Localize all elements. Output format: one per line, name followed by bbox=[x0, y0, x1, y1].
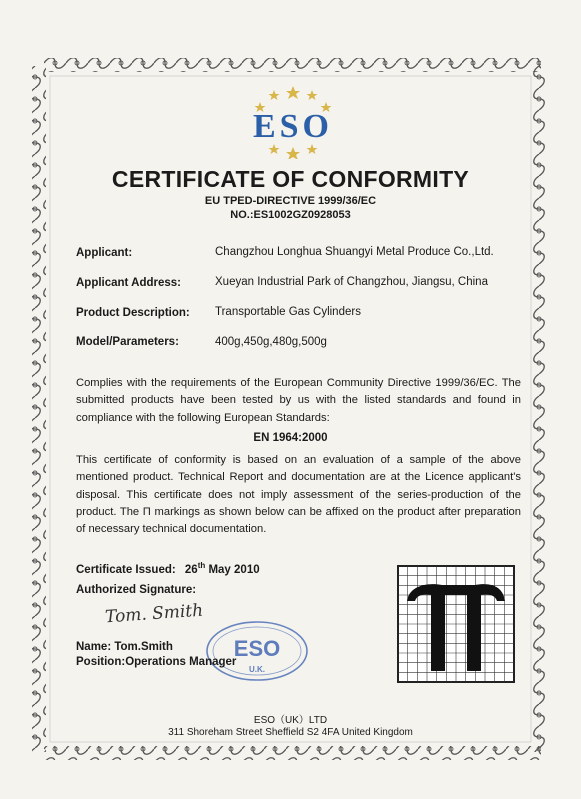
issued-month-year: May 2010 bbox=[205, 563, 260, 576]
applicant-label: Applicant: bbox=[76, 247, 133, 259]
issued-day-suffix: th bbox=[197, 561, 206, 570]
eso-logo bbox=[236, 84, 351, 159]
product-description-label: Product Description: bbox=[76, 307, 190, 319]
footer-company: ESO（UK）LTD bbox=[253, 715, 328, 726]
footer-address: 311 Shoreham Street Sheffield S2 4FA United Kingdom bbox=[168, 727, 413, 738]
issued-day: 26 bbox=[184, 563, 198, 576]
applicant-address-value: Xueyan Industrial Park of Changzhou, Jiangsu, China bbox=[215, 276, 488, 288]
issued-label: Certificate Issued: bbox=[76, 563, 176, 576]
directive-line: EU TPED-DIRECTIVE 1999/36/EC bbox=[204, 195, 377, 207]
product-description-value: Transportable Gas Cylinders bbox=[215, 306, 361, 318]
basis-paragraph: This certificate of conformity is based on an evaluation of a sample of the above mentioned product. Technical Report and documentation are at the Licence applicant's disposal. This certificate does not imply assessment of the series-production of the product. The Π markings as shown below can be affixed on the product after preparation of necessary technical documentation. bbox=[76, 454, 521, 536]
svg-text:ESO: ESO bbox=[233, 636, 281, 661]
eso-uk-stamp bbox=[205, 620, 310, 682]
applicant-value: Changzhou Longhua Shuangyi Metal Produce Co.,Ltd. bbox=[215, 246, 494, 258]
pi-marking-icon bbox=[397, 565, 515, 683]
svg-text:U.K.: U.K. bbox=[249, 665, 265, 674]
signatory-position: Position:Operations Manager bbox=[76, 656, 237, 668]
applicant-address-label: Applicant Address: bbox=[76, 277, 182, 289]
certificate-title: CERTIFICATE OF CONFORMITY bbox=[111, 166, 470, 192]
certificate-issued bbox=[76, 561, 260, 576]
compliance-paragraph: Complies with the requirements of the European Community Directive 1999/36/EC. The submitted products have been tested by us with the listed standards and found in compliance with the following European Standards: bbox=[76, 377, 521, 424]
svg-text:ESO: ESO bbox=[252, 108, 334, 145]
authorized-signature-label: Authorized Signature: bbox=[76, 584, 197, 596]
handwritten-signature: Tom. Smith bbox=[104, 600, 204, 628]
certificate-number: NO.:ES1002GZ0928053 bbox=[230, 209, 351, 221]
signatory-name: Name: Tom.Smith bbox=[76, 641, 173, 653]
model-parameters-label: Model/Parameters: bbox=[76, 336, 179, 348]
model-parameters-value: 400g,450g,480g,500g bbox=[215, 336, 327, 348]
standard-code: EN 1964:2000 bbox=[253, 432, 328, 444]
